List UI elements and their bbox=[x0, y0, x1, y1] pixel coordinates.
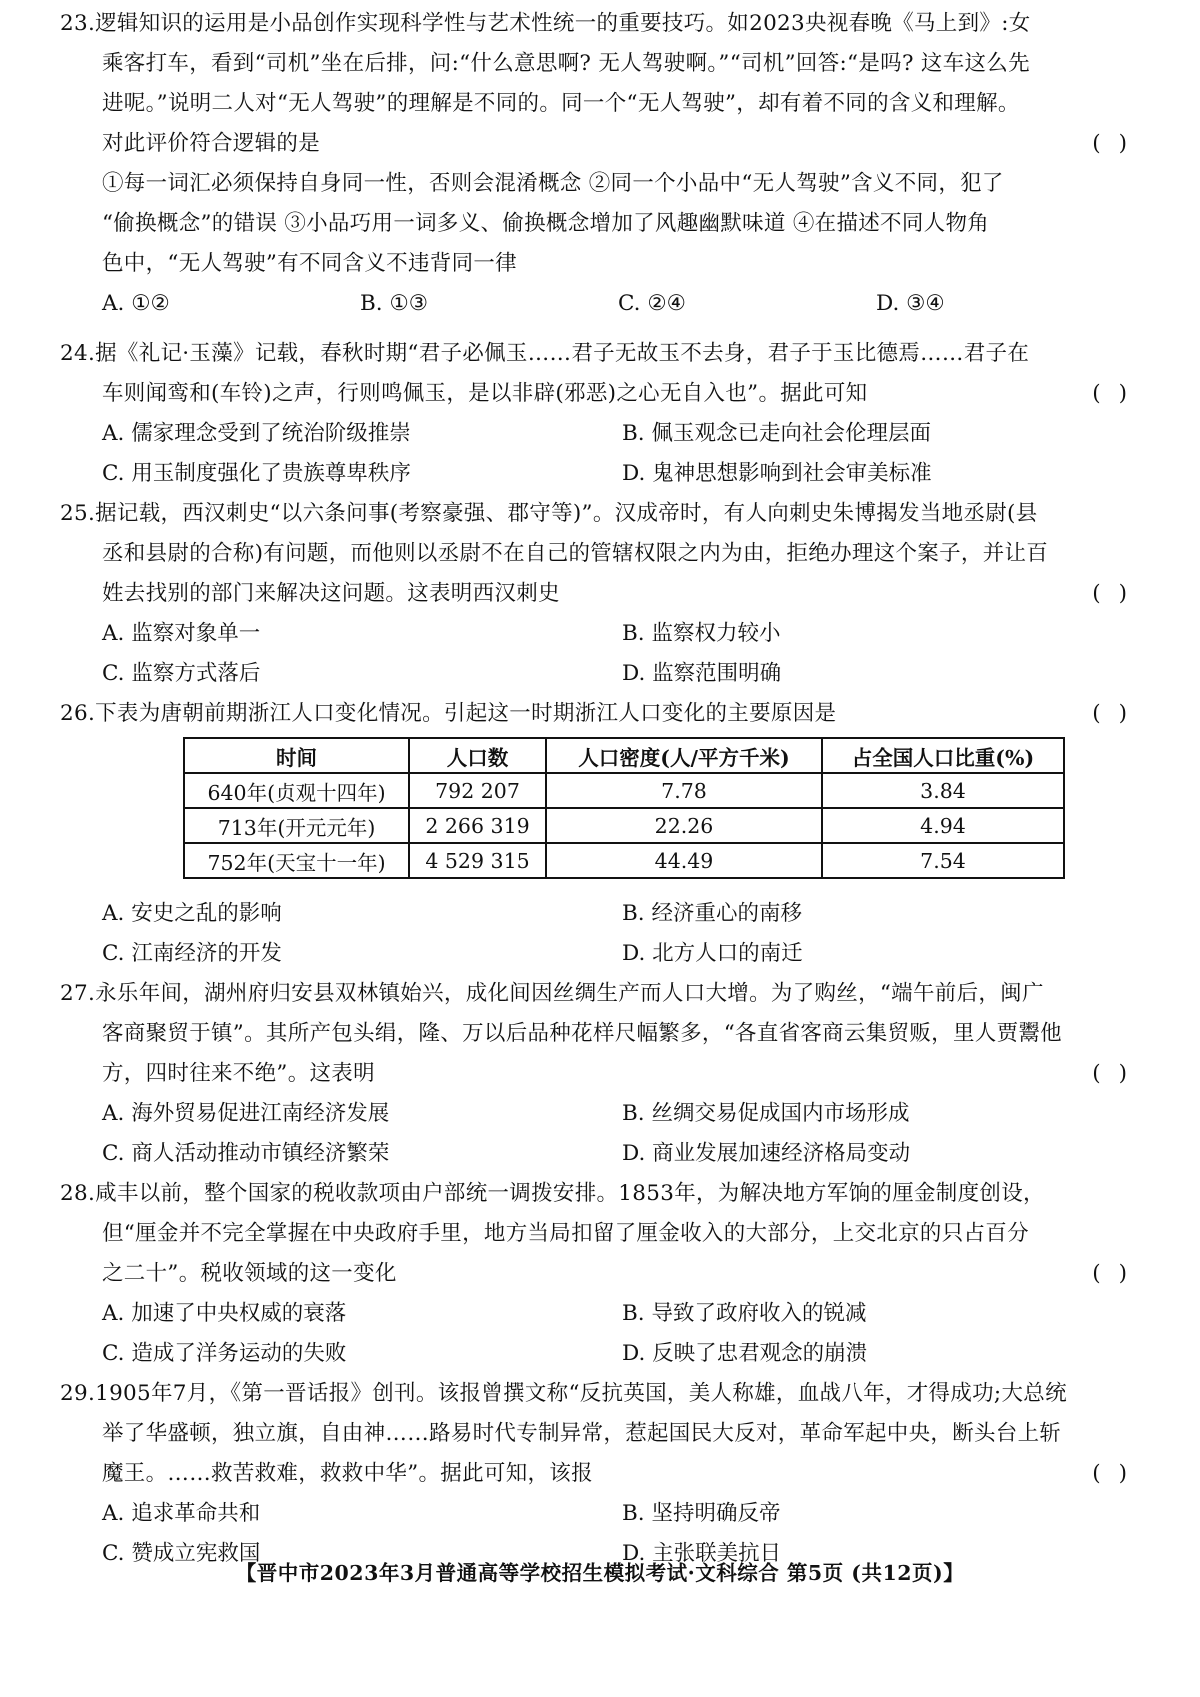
question-stem-line bbox=[60, 374, 1145, 414]
option-c[interactable]: C. ②④ bbox=[618, 291, 686, 316]
table-header-cell: 人口数 bbox=[409, 738, 546, 773]
question-stem-line: 举了华盛顿，独立旗，自由神……路易时代专制异常，惹起国民大反对，革命军起中央，断头台上斩 bbox=[102, 1421, 1062, 1446]
option-a[interactable]: A. 安史之乱的影响 bbox=[102, 901, 282, 926]
option-c[interactable]: C. 用玉制度强化了贵族尊卑秩序 bbox=[102, 461, 411, 486]
table-cell: 7.78 bbox=[546, 773, 822, 808]
question-24 bbox=[60, 334, 1145, 494]
answer-parenthesis: () bbox=[1092, 1461, 1145, 1486]
question-25 bbox=[60, 494, 1145, 694]
option-c[interactable]: C. 商人活动推动市镇经济繁荣 bbox=[102, 1141, 390, 1166]
table-header-cell: 占全国人口比重(%) bbox=[822, 738, 1064, 773]
option-c[interactable]: C. 赞成立宪救国 bbox=[102, 1541, 261, 1566]
table-row bbox=[184, 843, 1064, 878]
question-29 bbox=[60, 1374, 1145, 1574]
question-stem-line: 进呢。”说明二人对“无人驾驶”的理解是不同的。同一个“无人驾驶”，却有着不同的含义和理解。 bbox=[102, 91, 1020, 116]
option-d[interactable]: D. 商业发展加速经济格局变动 bbox=[622, 1141, 911, 1166]
options-row bbox=[60, 454, 1145, 494]
option-a[interactable]: A. ①② bbox=[102, 291, 170, 316]
question-stem-text: 之二十”。税收领域的这一变化 bbox=[102, 1261, 397, 1286]
table-header-row bbox=[184, 738, 1064, 773]
question-28 bbox=[60, 1174, 1145, 1374]
question-stem-line bbox=[60, 124, 1145, 164]
question-stem-text: 姓去找别的部门来解决这问题。这表明西汉刺史 bbox=[102, 581, 560, 606]
question-stem-text: 对此评价符合逻辑的是 bbox=[102, 131, 321, 156]
question-23 bbox=[60, 4, 1145, 324]
page-footer: 【晋中市2023年3月普通高等学校招生模拟考试·文科综合 第5页 (共12页)】 bbox=[235, 1561, 965, 1585]
options-row bbox=[60, 1294, 1145, 1334]
option-b[interactable]: B. 经济重心的南移 bbox=[622, 901, 802, 926]
options-row bbox=[60, 284, 1145, 324]
answer-parenthesis: () bbox=[1092, 1261, 1145, 1286]
table-cell: 44.49 bbox=[546, 843, 822, 878]
statement-line: “偷换概念”的错误 ③小品巧用一词多义、偷换概念增加了风趣幽默味道 ④在描述不同人物角 bbox=[102, 211, 990, 236]
option-c[interactable]: C. 造成了洋务运动的失败 bbox=[102, 1341, 347, 1366]
question-stem-line bbox=[60, 1254, 1145, 1294]
table-cell: 640年(贞观十四年) bbox=[184, 773, 409, 808]
option-a[interactable]: A. 加速了中央权威的衰落 bbox=[102, 1301, 347, 1326]
options-row bbox=[60, 1494, 1145, 1534]
table-cell: 22.26 bbox=[546, 808, 822, 843]
option-d[interactable]: D. 反映了忠君观念的崩溃 bbox=[622, 1341, 868, 1366]
answer-parenthesis: () bbox=[1092, 131, 1145, 156]
table-cell: 7.54 bbox=[822, 843, 1064, 878]
question-26 bbox=[60, 694, 1145, 734]
table-cell: 3.84 bbox=[822, 773, 1064, 808]
option-a[interactable]: A. 海外贸易促进江南经济发展 bbox=[102, 1101, 390, 1126]
options-row bbox=[60, 414, 1145, 454]
option-d[interactable]: D. 监察范围明确 bbox=[622, 661, 782, 686]
options-row bbox=[60, 1094, 1145, 1134]
option-a[interactable]: A. 追求革命共和 bbox=[102, 1501, 261, 1526]
question-stem-text: 方，四时往来不绝”。这表明 bbox=[102, 1061, 375, 1086]
option-a[interactable]: A. 监察对象单一 bbox=[102, 621, 261, 646]
question-stem-line: 乘客打车，看到“司机”坐在后排，问:“什么意思啊? 无人驾驶啊。”“司机”回答:“是吗? 这车这么先 bbox=[102, 51, 1030, 76]
question-stem-line: 23.逻辑知识的运用是小品创作实现科学性与艺术性统一的重要技巧。如2023央视春晚《马上到》:女 bbox=[60, 11, 1031, 36]
option-b[interactable]: B. 佩玉观念已走向社会伦理层面 bbox=[622, 421, 931, 446]
table-header-cell: 人口密度(人/平方千米) bbox=[546, 738, 822, 773]
question-stem-line: 但“厘金并不完全掌握在中央政府手里，地方当局扣留了厘金收入的大部分，上交北京的只占百分 bbox=[102, 1221, 1029, 1246]
question-stem-text: 26.下表为唐朝前期浙江人口变化情况。引起这一时期浙江人口变化的主要原因是 bbox=[60, 701, 837, 726]
question-stem-line: 27.永乐年间，湖州府归安县双林镇始兴，成化间因丝绸生产而人口大增。为了购丝，“端午前后，闽广 bbox=[60, 981, 1044, 1006]
options-row bbox=[60, 894, 1145, 934]
option-b[interactable]: B. ①③ bbox=[360, 291, 429, 316]
option-d[interactable]: D. 主张联美抗日 bbox=[622, 1541, 782, 1566]
question-stem-text: 车则闻鸾和(车铃)之声，行则鸣佩玉，是以非辟(邪恶)之心无自入也”。据此可知 bbox=[102, 381, 868, 406]
answer-parenthesis: () bbox=[1092, 581, 1145, 606]
answer-parenthesis: () bbox=[1092, 381, 1145, 406]
options-row bbox=[60, 614, 1145, 654]
table-cell: 792 207 bbox=[409, 773, 546, 808]
option-b[interactable]: B. 丝绸交易促成国内市场形成 bbox=[622, 1101, 910, 1126]
question-stem-line: 24.据《礼记·玉藻》记载，春秋时期“君子必佩玉……君子无故玉不去身，君子于玉比德焉……君子在 bbox=[60, 341, 1030, 366]
question-27 bbox=[60, 974, 1145, 1174]
option-d[interactable]: D. ③④ bbox=[876, 291, 945, 316]
options-row bbox=[60, 1334, 1145, 1374]
population-table bbox=[183, 737, 1065, 879]
option-d[interactable]: D. 鬼神思想影响到社会审美标准 bbox=[622, 461, 932, 486]
question-stem-line: 29.1905年7月，《第一晋话报》创刊。该报曾撰文称“反抗英国，美人称雄，血战八年，才得成功;大总统 bbox=[60, 1381, 1067, 1406]
table-cell: 713年(开元元年) bbox=[184, 808, 409, 843]
question-26-options bbox=[60, 894, 1145, 974]
table-header-cell: 时间 bbox=[184, 738, 409, 773]
option-d[interactable]: D. 北方人口的南迁 bbox=[622, 941, 803, 966]
statement-line: 色中，“无人驾驶”有不同含义不违背同一律 bbox=[102, 251, 517, 276]
option-c[interactable]: C. 监察方式落后 bbox=[102, 661, 261, 686]
statement-line: ①每一词汇必须保持自身同一性，否则会混淆概念 ②同一个小品中“无人驾驶”含义不同，犯了 bbox=[102, 171, 1004, 196]
question-stem-line: 丞和县尉的合称)有问题，而他则以丞尉不在自己的管辖权限之内为由，拒绝办理这个案子，并让百 bbox=[102, 541, 1049, 566]
table-cell: 4 529 315 bbox=[409, 843, 546, 878]
options-row bbox=[60, 934, 1145, 974]
question-stem-line bbox=[60, 694, 1145, 734]
option-b[interactable]: B. 监察权力较小 bbox=[622, 621, 781, 646]
answer-parenthesis: () bbox=[1092, 1061, 1145, 1086]
question-stem-line bbox=[60, 1454, 1145, 1494]
question-stem-line bbox=[60, 1054, 1145, 1094]
option-b[interactable]: B. 导致了政府收入的锐减 bbox=[622, 1301, 867, 1326]
option-c[interactable]: C. 江南经济的开发 bbox=[102, 941, 282, 966]
option-a[interactable]: A. 儒家理念受到了统治阶级推崇 bbox=[102, 421, 411, 446]
options-row bbox=[60, 1134, 1145, 1174]
question-stem-line: 28.咸丰以前，整个国家的税收款项由户部统一调拨安排。1853年，为解决地方军饷的厘金制度创设， bbox=[60, 1181, 1045, 1206]
answer-parenthesis: () bbox=[1092, 701, 1145, 726]
question-stem-line: 客商聚贸于镇”。其所产包头绢，隆、万以后品种花样尺幅繁多，“各直省客商云集贸贩，里人贾鬻他 bbox=[102, 1021, 1062, 1046]
question-stem-line: 25.据记载，西汉刺史“以六条问事(考察豪强、郡守等)”。汉成帝时，有人向刺史朱博揭发当地丞尉(县 bbox=[60, 501, 1038, 526]
table-row bbox=[184, 773, 1064, 808]
table-cell: 2 266 319 bbox=[409, 808, 546, 843]
table-cell: 4.94 bbox=[822, 808, 1064, 843]
question-stem-line bbox=[60, 574, 1145, 614]
table-row bbox=[184, 808, 1064, 843]
question-stem-text: 魔王。……救苦救难，救救中华”。据此可知，该报 bbox=[102, 1461, 593, 1486]
options-row bbox=[60, 654, 1145, 694]
option-b[interactable]: B. 坚持明确反帝 bbox=[622, 1501, 781, 1526]
table-cell: 752年(天宝十一年) bbox=[184, 843, 409, 878]
